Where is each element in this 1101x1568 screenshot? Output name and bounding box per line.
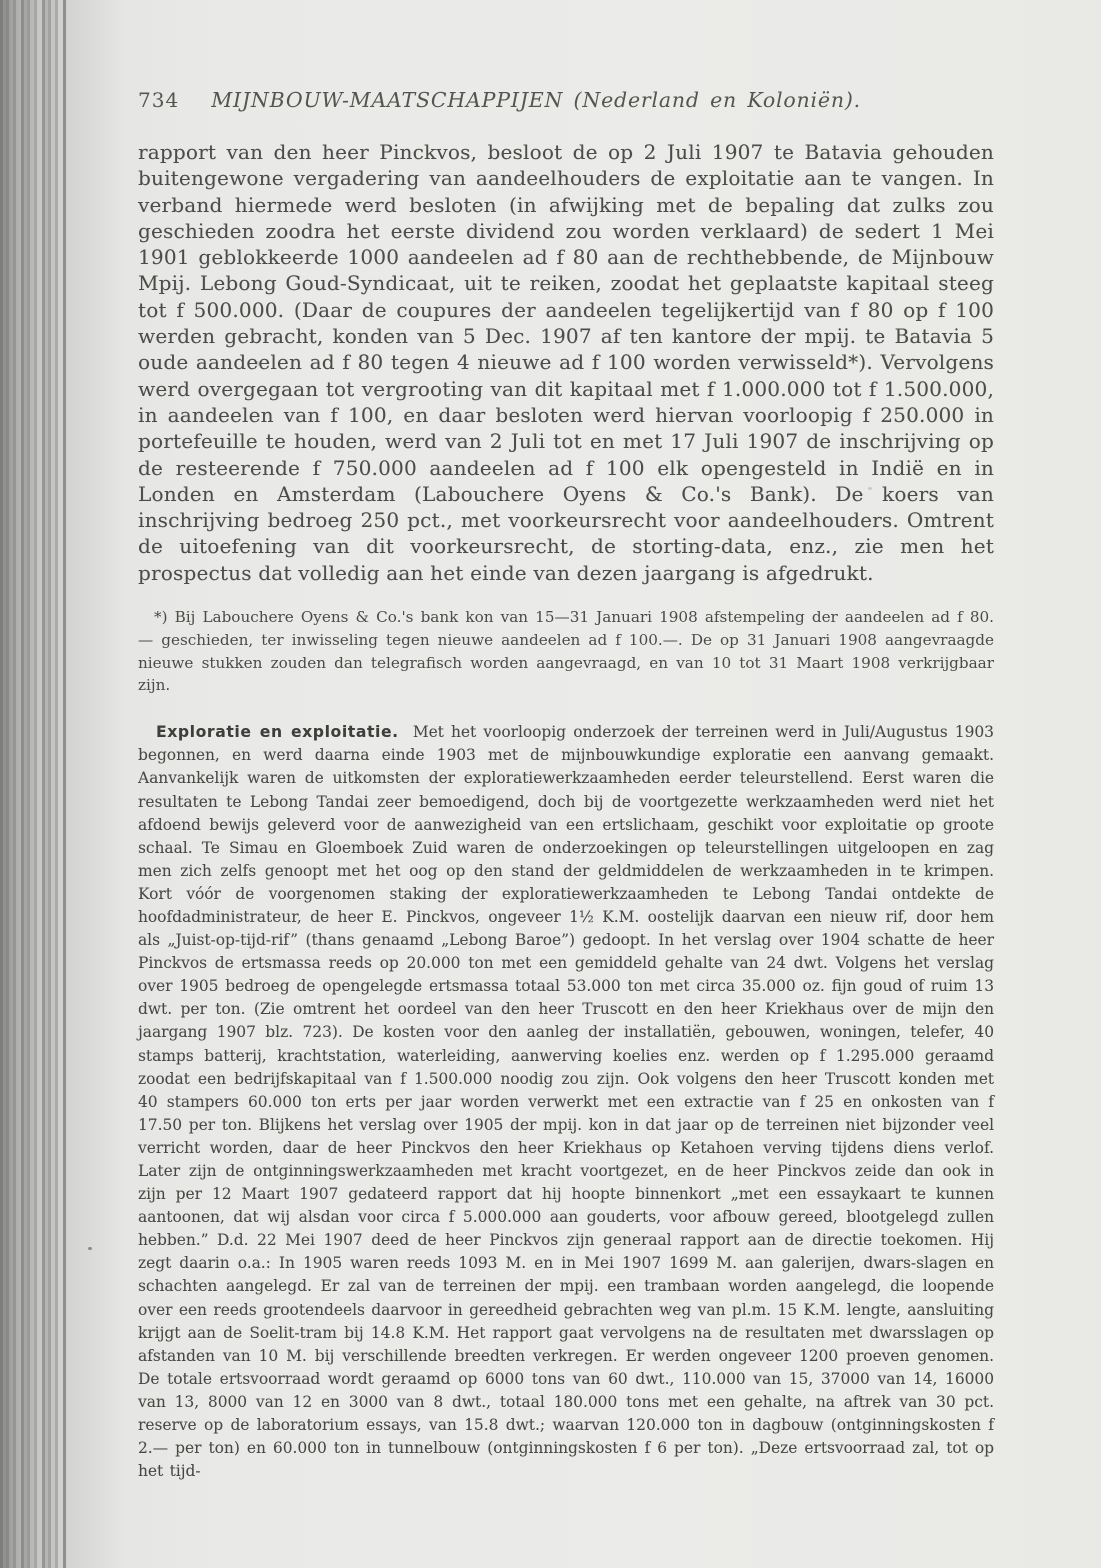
page-title: MIJNBOUW-MAATSCHAPPIJEN (Nederland en Koloniën). [211, 88, 861, 112]
footnote: *) Bij Labouchere Oyens & Co.'s bank kon van 15—31 Januari 1908 afstempeling der aandeelen ad f 80.— geschieden, ter inwisseling tegen nieuwe aandeelen ad f 100.—. De op 31 Januari 1908 aangevraagde nieuwe stukken zouden dan telegrafisch worden aangevraagd, en van 10 tot 31 Maart 1908 verkrijgbaar zijn. [138, 608, 994, 695]
book-binding-shadow [0, 0, 66, 1568]
section-body-text: Met het voorloopig onderzoek der terreinen werd in Juli/Augustus 1903 begonnen, en werd daarna einde 1903 met de mijnbouwkundige exploratie een aanvang gemaakt. Aanvankelijk waren de uitkomsten der exploratiewerkzaamheden eerder teleurstellend. Eerst waren die resultaten te Lebong Tandai zeer bemoedigend, doch bij de voortgezette werkzaamheden werd niet het afdoend bewijs geleverd voor de aanwezigheid van een ertslichaam, geschikt voor exploitatie op groote schaal. Te Simau en Gloemboek Zuid waren de onderzoekingen op teleurstellingen uitgeloopen en zag men zich zelfs genoopt met het oog op den stand der geldmiddelen de werkzaamheden in te krimpen. Kort vóór de voorgenomen staking der exploratiewerkzaamheden te Lebong Tandai ontdekte de hoofdadministrateur, de heer E. Pinckvos, ongeveer 1½ K.M. oostelijk daarvan een nieuw rif, door hem als „Juist-op-tijd-rif” (thans genaamd „Lebong Baroe”) gedoopt. In het verslag over 1904 schatte de heer Pinckvos de ertsmassa reeds op 20.000 ton met een gemiddeld gehalte van 24 dwt. Volgens het verslag over 1905 bedroeg de opengelegde ertsmassa totaal 53.000 ton met circa 35.000 oz. fijn goud of ruim 13 dwt. per ton. (Zie omtrent het oordeel van den heer Truscott en den heer Kriekhaus over de mijn den jaargang 1907 blz. 723). De kosten voor den aanleg der installatiën, gebouwen, woningen, telefer, 40 stamps batterij, krachtstation, waterleiding, aanwerving koelies enz. werden op f 1.295.000 geraamd zoodat een bedrijfskapitaal van f 1.500.000 noodig zou zijn. Ook volgens den heer Truscott konden met 40 stampers 60.000 ton erts per jaar worden verwerkt met een extractie van f 25 en onkosten van f 17.50 per ton. Blijkens het verslag over 1905 der mpij. kon in dat jaar op de terreinen niet bijzonder veel verricht worden, daar de heer Pinckvos den heer Kriekhaus op Ketahoen verving tijdens diens verlof. Later zijn de ontginningswerkzaamheden met kracht voortgezet, en de heer Pinckvos zeide dan ook in zijn per 12 Maart 1907 gedateerd rapport dat hij hoopte binnenkort „met een essaykaart te kunnen aantoonen, dat wij alsdan voor circa f 5.000.000 aan gouderts, voor afbouw gereed, blootgelegd zullen hebben.” D.d. 22 Mei 1907 deed de heer Pinckvos zijn generaal rapport aan de directie toekomen. Hij zegt daarin o.a.: In 1905 waren reeds 1093 M. en in Mei 1907 1699 M. aan galerijen, dwars-slagen en schachten aangelegd. Er zal van de terreinen der mpij. een trambaan worden aangelegd, die loopende over een reeds grootendeels daarvoor in gereedheid gebrachten weg van pl.m. 15 K.M. lengte, aansluiting krijgt aan de Soelit-tram bij 14.8 K.M. Het rapport gaat vervolgens na de resultaten met dwarsslagen op afstanden van 10 M. bij verschillende breedten verkregen. Er werden ongeveer 1200 proeven genomen. De totale ertsvoorraad wordt geraamd op 6000 tons van 60 dwt., 110.000 van 15, 37000 van 14, 16000 van 13, 8000 van 12 en 3000 van 8 dwt., totaal 180.000 tons met een gehalte, na aftrek van 30 pct. reserve op de laboratorium essays, van 15.8 dwt.; waarvan 120.000 ton in dagbouw (ontginningskosten f 2.— per ton) en 60.000 ton in tunnelbouw (ontginningskosten f 6 per ton). „Deze ertsvoorraad zal, tot op het tijd- [138, 723, 994, 1481]
binding-fade-shadow [66, 0, 126, 1568]
scan-speck [88, 1247, 92, 1250]
page-content [138, 0, 994, 1499]
opening-paragraph: rapport van den heer Pinckvos, besloot de op 2 Juli 1907 te Batavia gehouden buitengewone vergadering van aandeelhouders de exploitatie aan te vangen. In verband hiermede werd besloten (in afwijking met de bepaling dat zulks zou geschieden zoodra het eerste dividend zou worden verklaard) de sedert 1 Mei 1901 geblokkeerde 1000 aandeelen ad f 80 aan de rechthebbende, de Mijnbouw Mpij. Lebong Goud-Syndicaat, uit te reiken, zoodat het geplaatste kapitaal steeg tot f 500.000. (Daar de coupures der aandeelen tegelijkertijd van f 80 op f 100 werden gebracht, konden van 5 Dec. 1907 af ten kantore der mpij. te Batavia 5 oude aandeelen ad f 80 tegen 4 nieuwe ad f 100 worden verwisseld*). Vervolgens werd overgegaan tot vergrooting van dit kapitaal met f 1.000.000 tot f 1.500.000, in aandeelen van f 100, en daar besloten werd hiervan voorloopig f 250.000 in portefeuille te houden, werd van 2 Juli tot en met 17 Juli 1907 de inschrijving op de resteerende f 750.000 aandeelen ad f 100 elk opengesteld in Indië en in Londen en Amsterdam (Labouchere Oyens & Co.'s Bank). De koers van inschrijving bedroeg 250 pct., met voorkeursrecht voor aandeelhouders. Omtrent de uitoefening van dit voorkeursrecht, de storting-data, enz., zie men het prospectus dat volledig aan het einde van dezen jaargang is afgedrukt. [138, 140, 994, 585]
page-number: 734 [138, 88, 180, 112]
exploration-section [138, 721, 994, 1483]
section-heading: Exploratie en exploitatie. [156, 723, 399, 742]
running-header [138, 88, 994, 112]
